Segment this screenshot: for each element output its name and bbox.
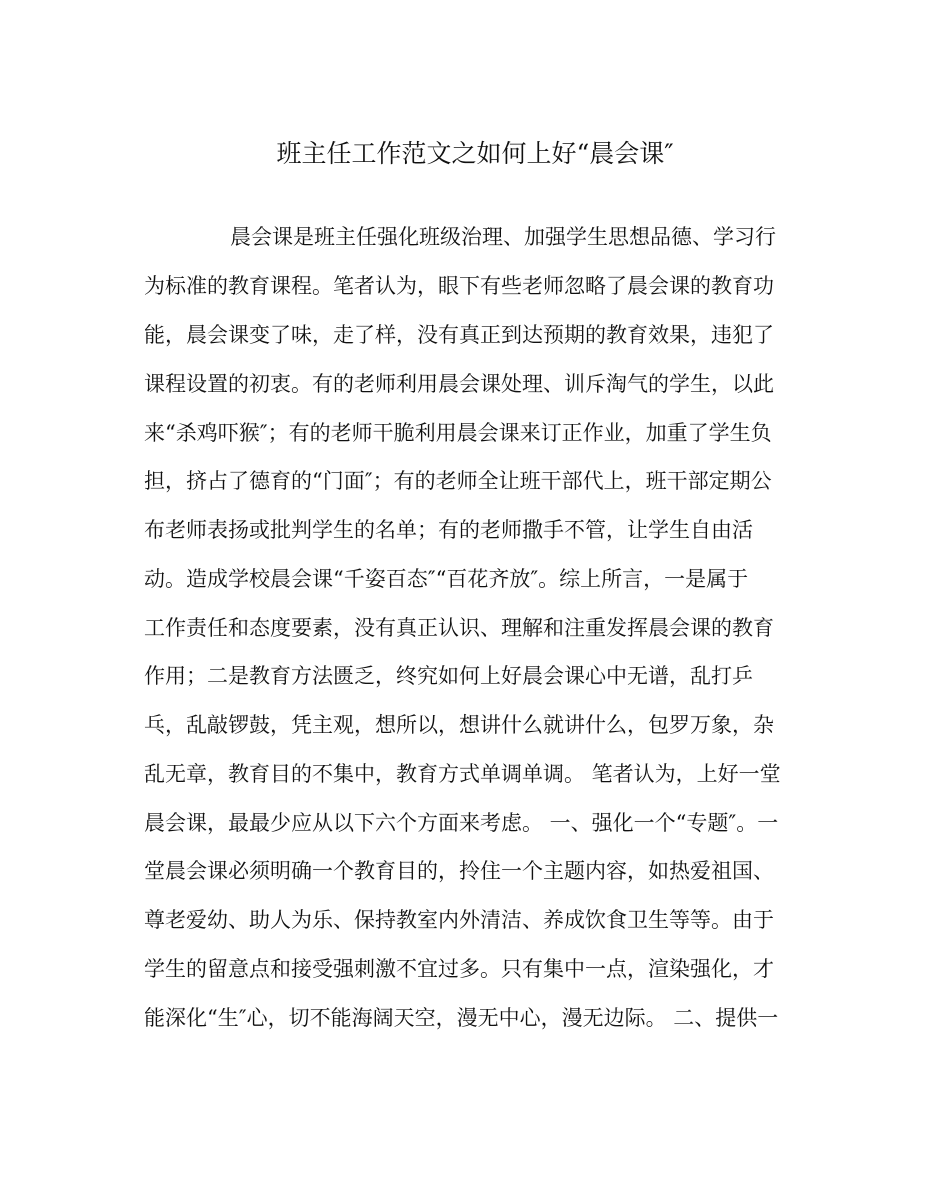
text-line: 布老师表扬或批判学生的名单；有的老师撒手不管，让学生自由活 [144,518,753,542]
text-line: 工作责任和态度要素，没有真正认识、理解和注重发挥晨会课的教育 [144,616,774,640]
text-line: 堂晨会课必须明确一个教育目的，拎住一个主题内容，如热爱祖国、 [144,859,774,883]
text-line: 晨会课，最最少应从以下六个方面来考虑。 一、强化一个“专题″。一 [144,811,779,835]
text-line: 作用；二是教育方法匮乏，终究如何上好晨会课心中无谱，乱打乒 [144,664,753,688]
text-line: 尊老爱幼、助人为乐、保持教室内外清洁、养成饮食卫生等等。由于 [144,908,774,932]
text-line: 能深化“生″心，切不能海阔天空，漫无中心，漫无边际。 二、提供一 [144,1006,779,1030]
text-line: 学生的留意点和接受强刺激不宜过多。只有集中一点，渲染强化，才 [144,957,774,981]
text-line: 课程设置的初衷。有的老师利用晨会课处理、训斥淘气的学生，以此 [144,372,774,396]
text-line: 担，挤占了德育的“门面″；有的老师全让班干部代上，班干部定期公 [144,469,772,493]
text-line: 乱无章，教育目的不集中，教育方式单调单调。 笔者认为，上好一堂 [144,762,781,786]
text-line: 为标准的教育课程。笔者认为，眼下有些老师忽略了晨会课的教育功 [144,274,774,298]
text-line: 乓，乱敲锣鼓，凭主观，想所以，想讲什么就讲什么，包罗万象，杂 [144,713,774,737]
text-line: 动。造成学校晨会课“千姿百态″“百花齐放″。综上所言，一是属于 [144,567,749,591]
text-line: 来“杀鸡吓猴″；有的老师干脆利用晨会课来订正作业，加重了学生负 [144,421,772,445]
text-line: 晨会课是班主任强化班级治理、加强学生思想品德、学习行 [230,225,776,249]
page-title: 班主任工作范文之如何上好“晨会课″ [276,139,674,168]
text-line: 能，晨会课变了味，走了样，没有真正到达预期的教育效果，违犯了 [144,323,774,347]
